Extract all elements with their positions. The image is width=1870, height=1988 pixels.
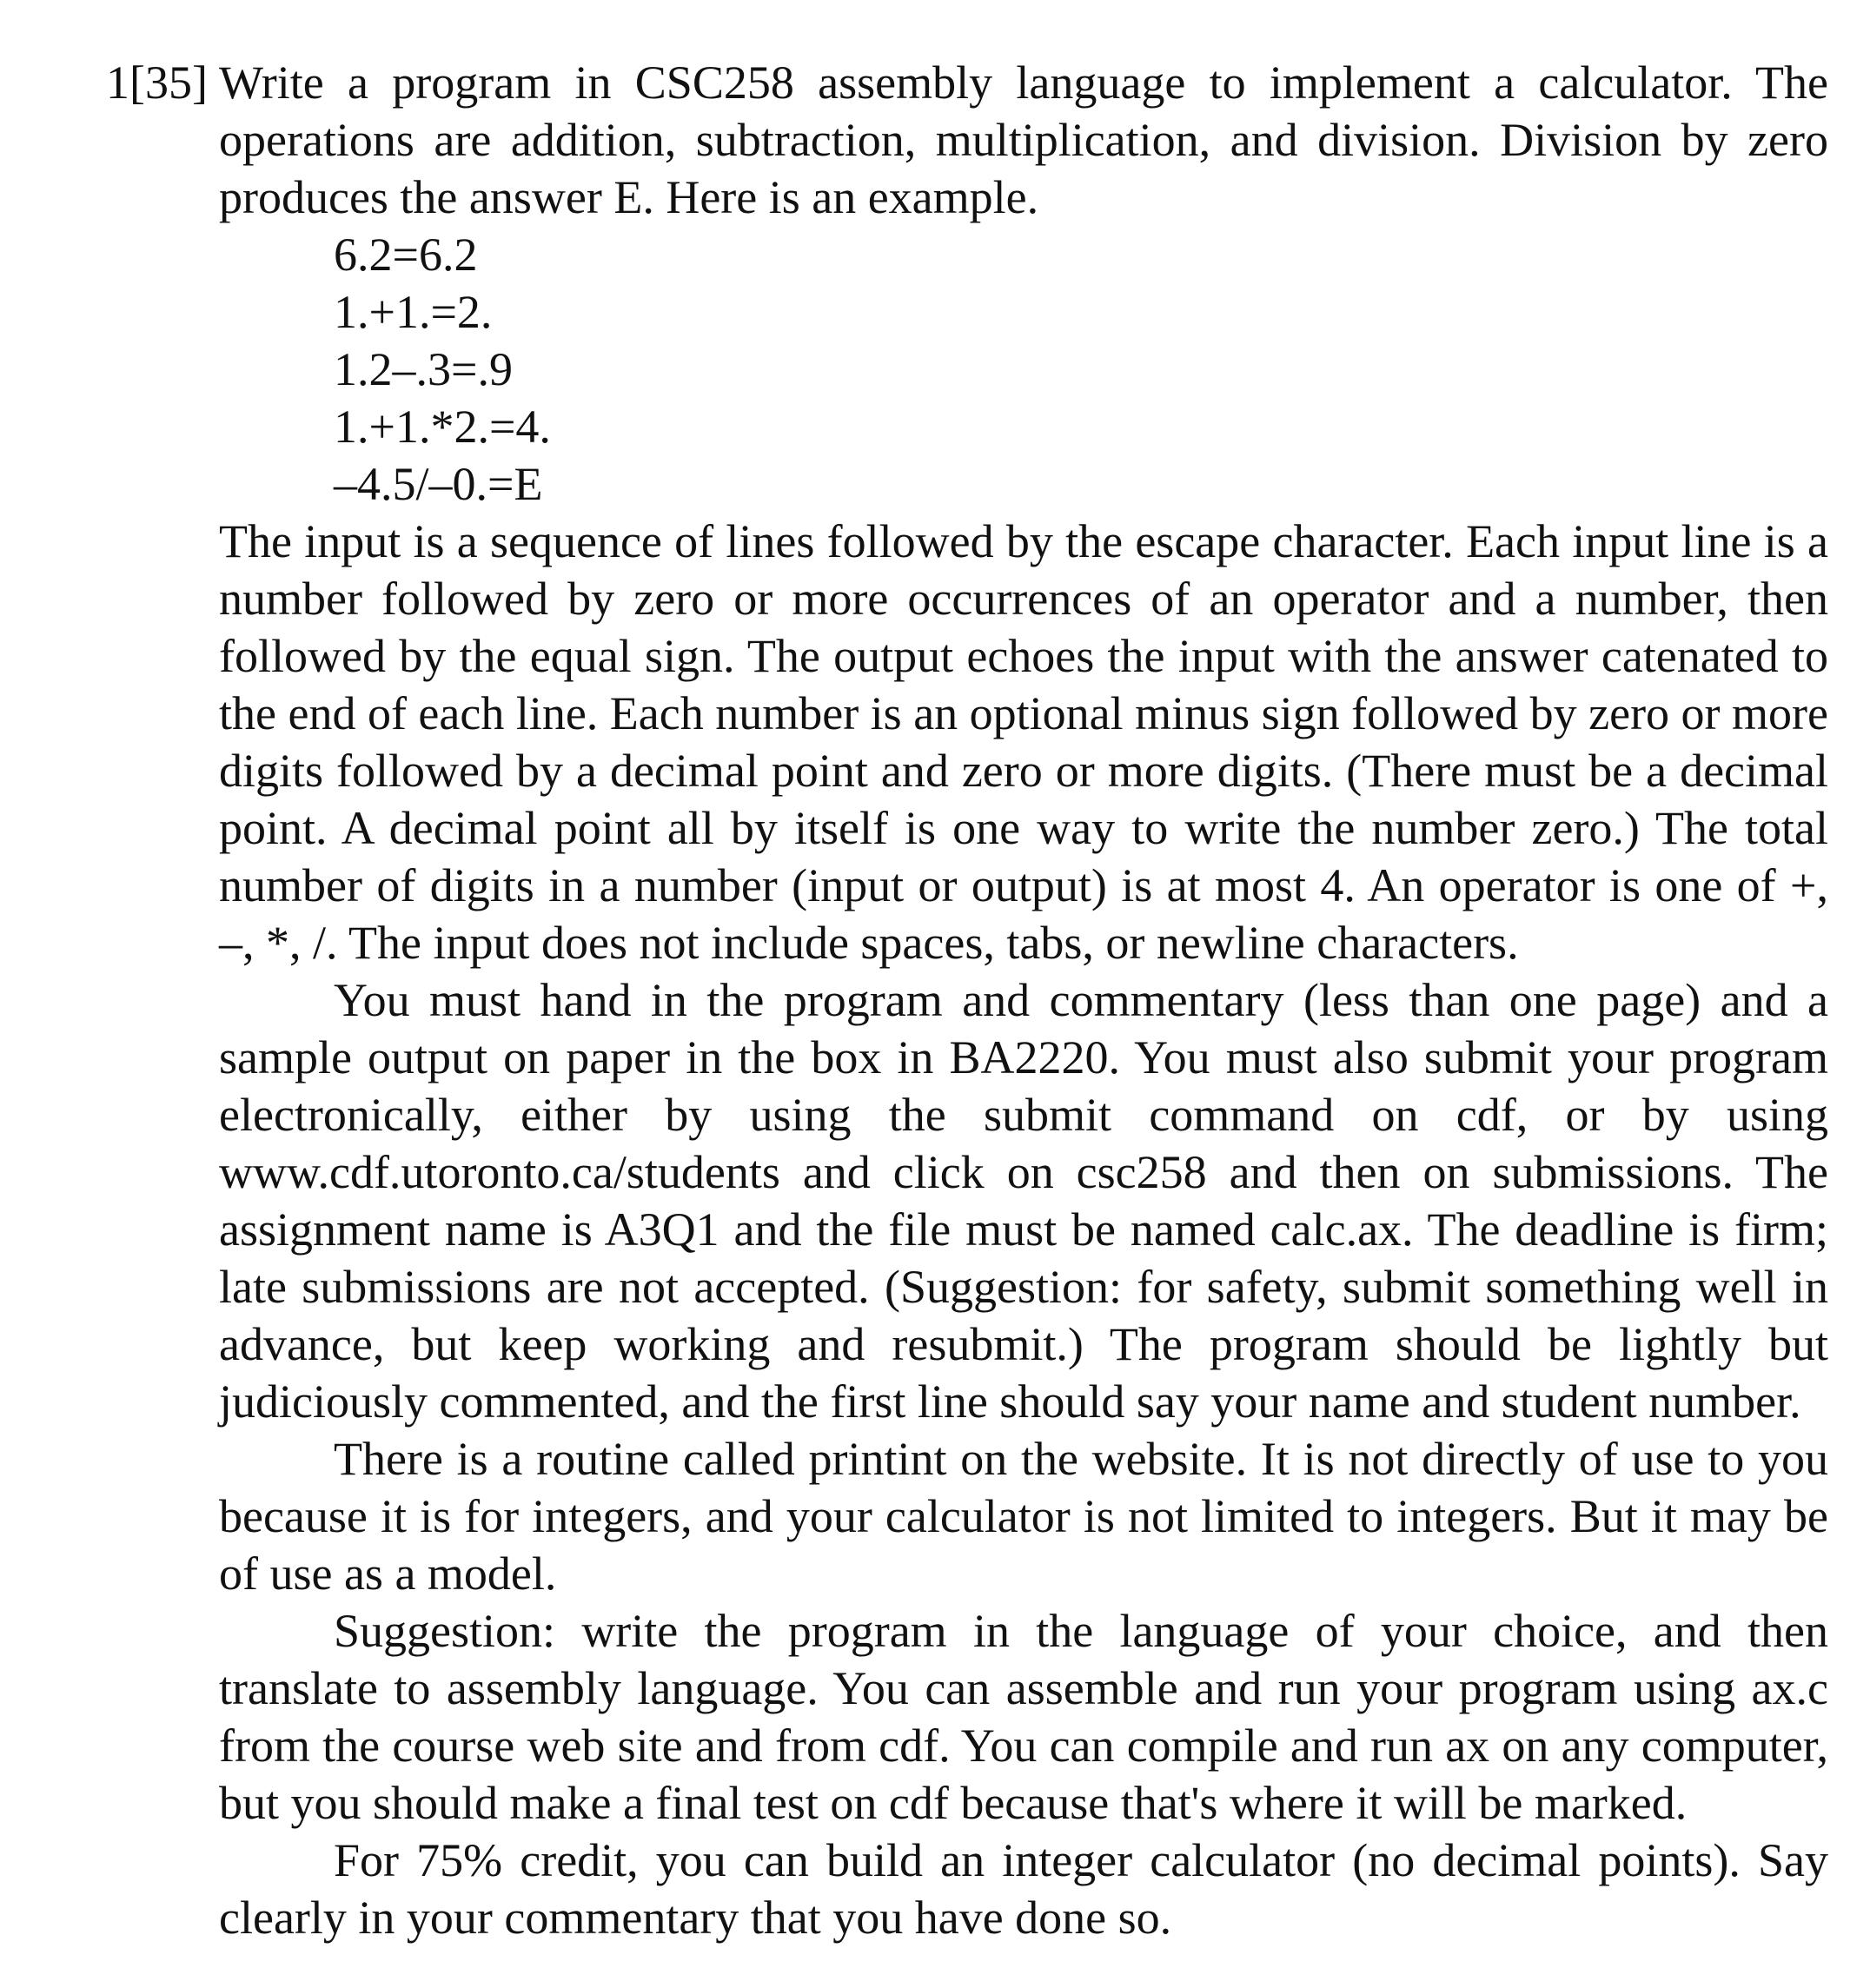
printint-paragraph: There is a routine called printint on the website. It is not directly of use to you because it is for integers, and your calculator is not limited to integers. But it may be of use as a model. bbox=[219, 1433, 1828, 1600]
example-line: 6.2=6.2 bbox=[334, 229, 478, 281]
submission-paragraph: You must hand in the program and commentary (less than one page) and a sample output on paper in the box in BA2220. You must also submit your program electronically, either by using the submit command on cdf, or by using www.cdf.utoronto.ca/students and click on csc258 and then on submissions. The assignment name is A3Q1 and the file must be named calc.ax. The deadline is firm; late submissions are not accepted. (Suggestion: for safety, submit something well in advance, but keep working and resubmit.) The program should be lightly but judiciously commented, and the first line should say your name and student number. bbox=[219, 974, 1828, 1428]
suggestion-paragraph: Suggestion: write the program in the language of your choice, and then translate to assembly language. You can assemble and run your program using ax.c from the course web site and from cdf. You can compile and run ax on any computer, but you should make a final test on cdf because that's where it will be marked. bbox=[219, 1605, 1828, 1829]
example-block bbox=[219, 226, 1828, 513]
question-intro: Write a program in CSC258 assembly language to implement a calculator. The operations are addition, subtraction, multiplication, and division. Division by zero produces the answer E. Here is an example. bbox=[219, 56, 1828, 223]
example-line: 1.+1.=2. bbox=[334, 286, 493, 338]
example-line: 1.+1.*2.=4. bbox=[334, 401, 551, 453]
question-body bbox=[219, 54, 1828, 1946]
example-line: 1.2–.3=.9 bbox=[334, 343, 513, 395]
partial-credit-paragraph: For 75% credit, you can build an integer calculator (no decimal points). Say clearly in your commentary that you have done so. bbox=[219, 1834, 1828, 1944]
question-number: 1[35] bbox=[106, 56, 208, 109]
example-line: –4.5/–0.=E bbox=[334, 458, 543, 510]
input-format-paragraph: The input is a sequence of lines followed by the escape character. Each input line is a number followed by zero or more occurrences of an operator and a number, then followed by the equal sign. The output echoes the input with the answer catenated to the end of each line. Each number is an optional minus sign followed by zero or more digits followed by a decimal point and zero or more digits. (There must be a decimal point. A decimal point all by itself is one way to write the number zero.) The total number of digits in a number (input or output) is at most 4. An operator is one of +, –, *, /. The input does not include spaces, tabs, or newline characters. bbox=[219, 515, 1828, 969]
